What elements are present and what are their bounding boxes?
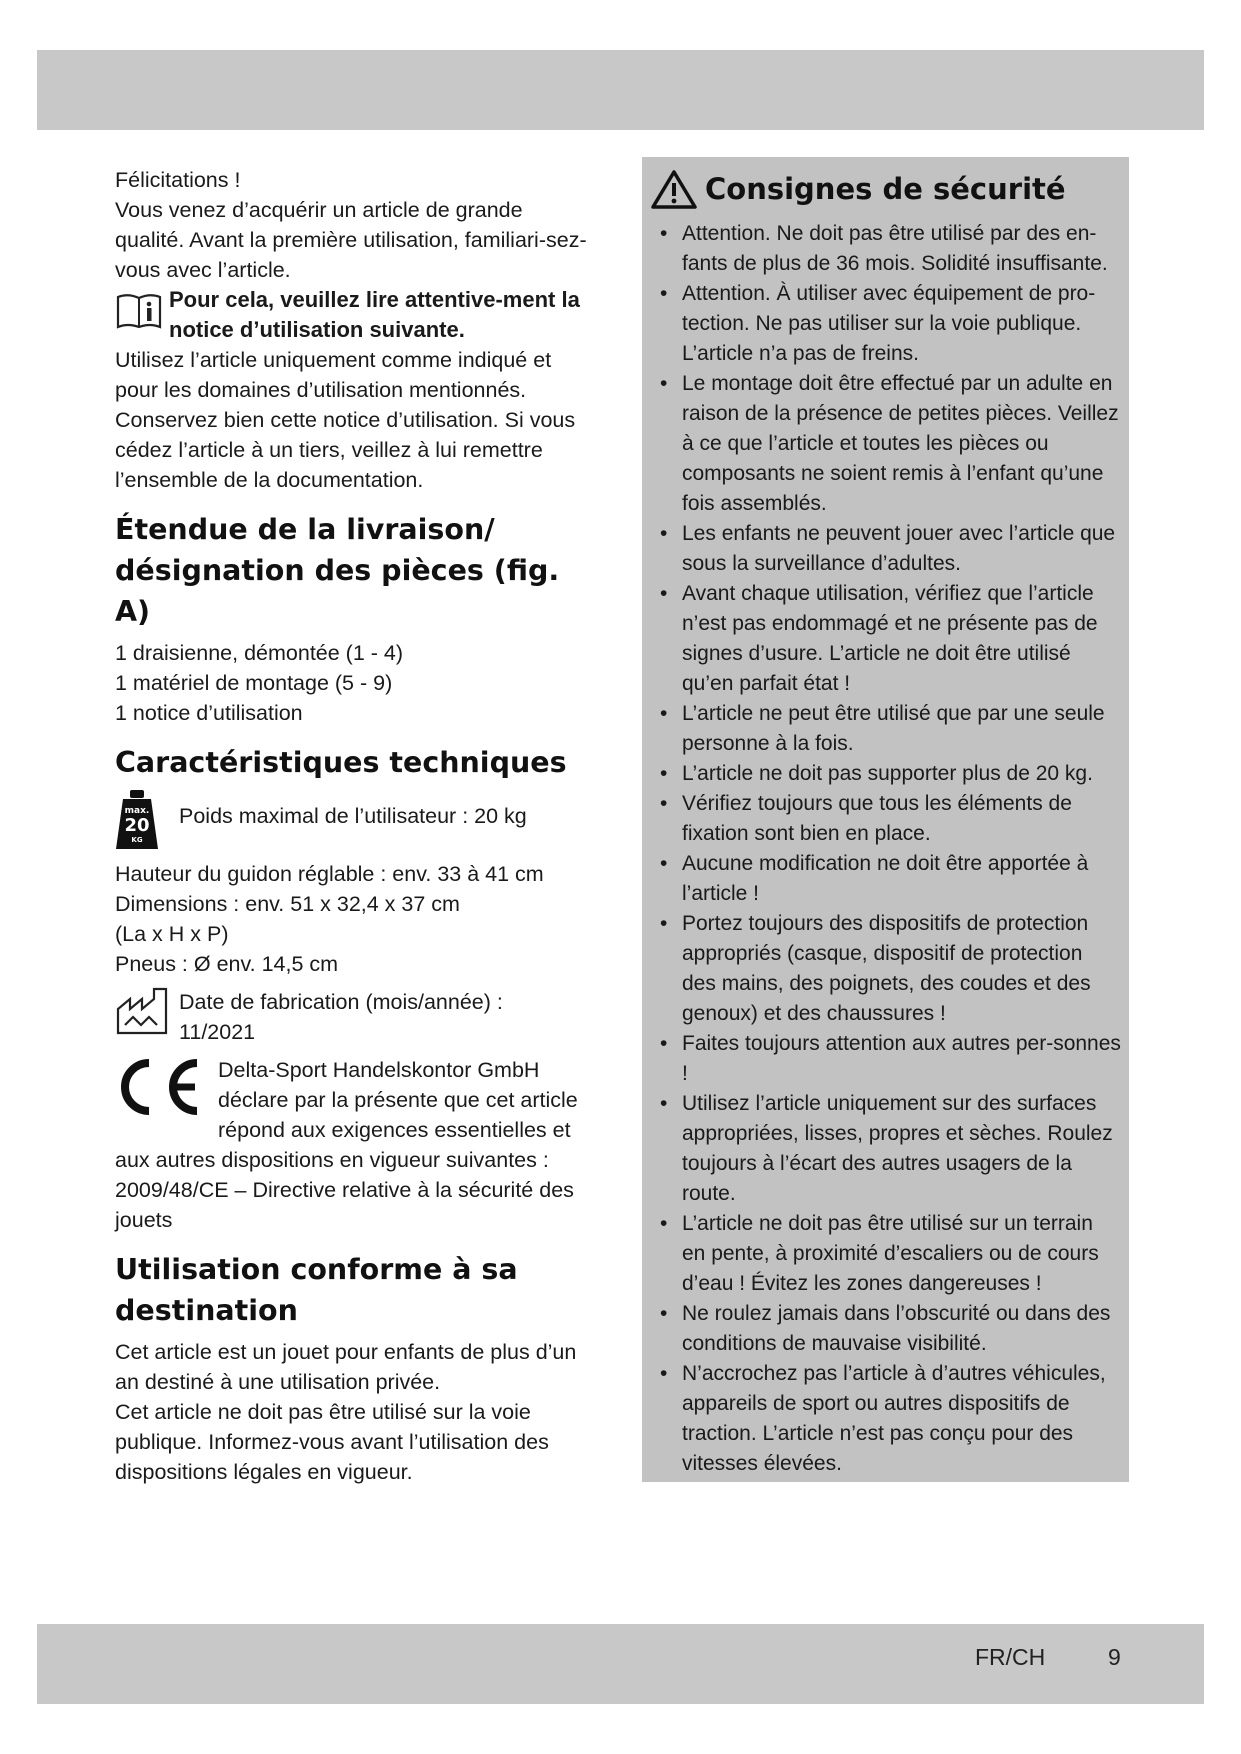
- dimensions: Dimensions : env. 51 x 32,4 x 37 cm: [115, 892, 460, 916]
- safety-item: • Les enfants ne peuvent jouer avec l’article que sous la surveillance d’adultes.: [654, 519, 1121, 579]
- dimensions-unit: (La x H x P): [115, 922, 229, 946]
- safety-item: • Le montage doit être effectué par un adulte en raison de la présence de petites pièces. Veillez à ce que l’article et toutes les pièces ou composants ne soient remis à l’enfant qu’une fois assemblés.: [654, 369, 1121, 519]
- safety-list: [642, 219, 1129, 1479]
- safety-item: • Attention. Ne doit pas être utilisé par des en-fants de plus de 36 mois. Solidité insuffisante.: [654, 219, 1121, 279]
- intended-use-p1: Cet article est un jouet pour enfants de plus d’un an destiné à une utilisation privée.: [115, 1340, 577, 1394]
- ce-row: [115, 1055, 595, 1145]
- weight-icon: [115, 789, 179, 859]
- safety-item: • Attention. À utiliser avec équipement de pro-tection. Ne pas utiliser sur la voie publique. L’article n’a pas de freins.: [654, 279, 1121, 369]
- safety-item: • Vérifiez toujours que tous les éléments de fixation sont bien en place.: [654, 789, 1121, 849]
- ce-declaration: Delta-Sport Handelskontor GmbH déclare par la présente que cet article répond aux exigences essentielles et: [218, 1058, 578, 1142]
- read-manual-text: Pour cela, veuillez lire attentive-ment la notice d’utilisation suivante.: [169, 287, 580, 342]
- delivery-item: 1 notice d’utilisation: [115, 701, 303, 725]
- safety-item: • Faites toujours attention aux autres per-sonnes !: [654, 1029, 1121, 1089]
- ce-mark-icon: [115, 1055, 218, 1127]
- handlebar-height: Hauteur du guidon réglable : env. 33 à 41 cm: [115, 862, 544, 886]
- safety-heading: [651, 169, 1129, 209]
- safety-box: [642, 157, 1129, 1482]
- intended-use-heading: [115, 1249, 595, 1331]
- delivery-heading-line1: Étendue de la livraison/: [115, 513, 495, 546]
- delivery-heading-line2: désignation des pièces (fig. A): [115, 554, 560, 628]
- intended-use-p2: Cet article ne doit pas être utilisé sur la voie publique. Informez-vous avant l’utilisation des dispositions légales en vigueur.: [115, 1400, 549, 1484]
- read-manual-note: [115, 285, 595, 345]
- safety-item: • N’accrochez pas l’article à d’autres véhicules, appareils de sport ou autres dispositifs de traction. L’article n’est pas conçu pour des vitesses élevées.: [654, 1359, 1121, 1479]
- left-column: [115, 165, 595, 1487]
- intended-use-heading-line1: Utilisation conforme à sa: [115, 1253, 518, 1286]
- intended-use-heading-line2: destination: [115, 1294, 298, 1327]
- delivery-item: 1 matériel de montage (5 - 9): [115, 671, 393, 695]
- warning-icon: [651, 169, 697, 209]
- safety-item: • L’article ne doit pas supporter plus de 20 kg.: [654, 759, 1121, 789]
- safety-item: • L’article ne peut être utilisé que par une seule personne à la fois.: [654, 699, 1121, 759]
- footer-language: FR/CH: [975, 1644, 1046, 1670]
- safety-title: Consignes de sécurité: [705, 172, 1066, 206]
- header-band: [37, 50, 1204, 130]
- safety-item: • Aucune modification ne doit être apportée à l’article !: [654, 849, 1121, 909]
- weight-icon-max: max.: [124, 806, 150, 816]
- intro-text: Vous venez d’acquérir un article de grande qualité. Avant la première utilisation, familiari-sez-vous avec l’article.: [115, 198, 587, 282]
- max-weight-row: [115, 789, 595, 859]
- manufacture-row: [115, 987, 595, 1047]
- safety-item: • Ne roulez jamais dans l’obscurité ou dans des conditions de mauvaise visibilité.: [654, 1299, 1121, 1359]
- max-weight-text: Poids maximal de l’utilisateur : 20 kg: [179, 804, 527, 828]
- safety-item: • Avant chaque utilisation, vérifiez que l’article n’est pas endommagé et ne présente pas de signes d’usure. L’article ne doit être utilisé qu’en parfait état !: [654, 579, 1121, 699]
- manufacture-date: 11/2021: [179, 1020, 256, 1044]
- directive-text: 2009/48/CE – Directive relative à la sécurité des jouets: [115, 1178, 574, 1232]
- page-number: 9: [1108, 1644, 1121, 1670]
- factory-icon: [115, 987, 179, 1045]
- weight-icon-unit: KG: [131, 836, 143, 844]
- safety-item: • L’article ne doit pas être utilisé sur un terrain en pente, à proximité d’escaliers ou de cours d’eau ! Évitez les zones dangereuses !: [654, 1209, 1121, 1299]
- congrats-text: Félicitations !: [115, 168, 241, 192]
- ce-declaration-cont: aux autres dispositions en vigueur suivantes :: [115, 1148, 549, 1172]
- safety-item: • Utilisez l’article uniquement sur des surfaces appropriées, lisses, propres et sèches. Roulez toujours à l’écart des autres usagers de la route.: [654, 1089, 1121, 1209]
- delivery-heading: [115, 509, 595, 632]
- tyres: Pneus : Ø env. 14,5 cm: [115, 952, 339, 976]
- manual-book-icon: [115, 285, 169, 339]
- delivery-item: 1 draisienne, démontée (1 - 4): [115, 641, 404, 665]
- specs-heading: Caractéristiques techniques: [115, 746, 567, 779]
- safety-item: • Portez toujours des dispositifs de protection appropriés (casque, dispositif de protection des mains, des poignets, des coudes et des genoux) et des chaussures !: [654, 909, 1121, 1029]
- usage-text: Utilisez l’article uniquement comme indiqué et pour les domaines d’utilisation mentionnés. Conservez bien cette notice d’utilisation. Si vous cédez l’article à un tiers, veillez à lui remettre l’ensemble de la documentation.: [115, 348, 576, 492]
- weight-icon-number: 20: [124, 815, 150, 836]
- manufacture-label: Date de fabrication (mois/année) :: [179, 990, 503, 1014]
